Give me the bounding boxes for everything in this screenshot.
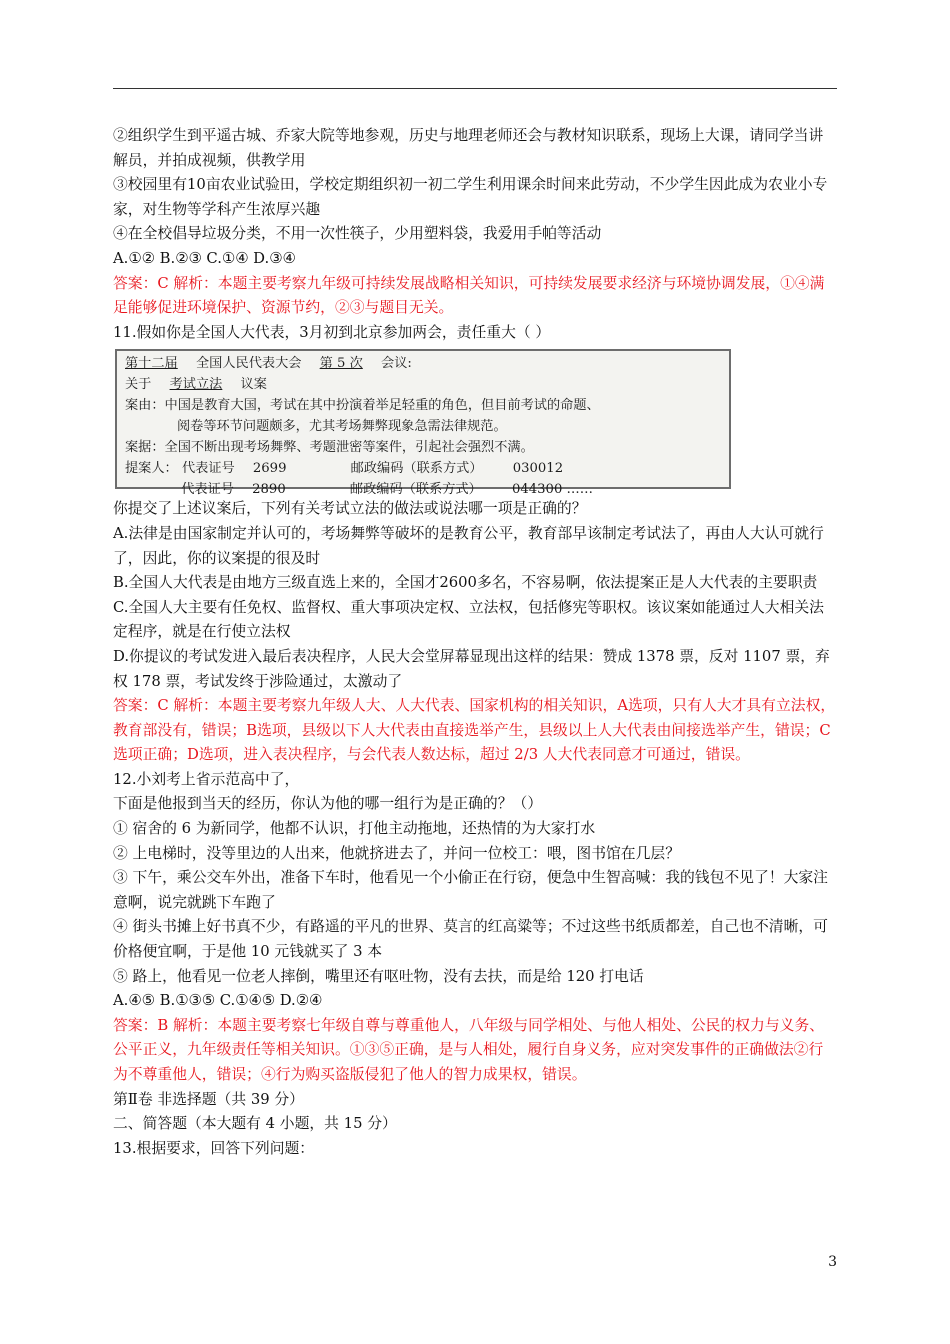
q12-stem: 12.小刘考上省示范高中了， (113, 770, 300, 788)
proposal-basis: 案据：全国不断出现考场舞弊、考题泄密等案件，引起社会强烈不满。 (125, 440, 534, 456)
q12-item-2: ② 上电梯时，没等里边的人出来，他就挤进去了，并问一位校工：喂，图书馆在几层？ (113, 844, 680, 862)
proposal-header: 第十二届 全国人民代表大会 第 5 次 会议: (125, 356, 412, 372)
q11-option-b: B.全国人大代表是由地方三级直选上来的，全国才2600多名，不容易啊，依法提案正是人大代表的主要职责 (113, 574, 818, 592)
q10-answer: 答案：C 解析：本题主要考察九年级可持续发展战略相关知识，可持续发展要求经济与环境协调发展，①④满足能够促进环境保护、资源节约，②③与题目无关。 (113, 274, 825, 317)
q12-question: 下面是他报到当天的经历，你认为他的哪一组行为是正确的？（） (113, 795, 543, 813)
q12-item-3: ③ 下午，乘公交车外出，准备下车时，他看见一个小偷正在行窃，便急中生智高喊：我的钱包不见了！大家注意啊，说完就跳下车跑了 (113, 869, 828, 911)
q10-options: A.①② B.②③ C.①④ D.③④ (113, 249, 296, 267)
q11-option-a: A.法律是由国家制定并认可的，考场舞弊等破坏的是教育公平，教育部早该制定考试法了，再由人大认可就行了，因此，你的议案提的很及时 (113, 524, 824, 567)
q10-item-3: ③校园里有10亩农业试验田，学校定期组织初一初二学生利用课余时间来此劳动，不少学生因此成为农业小专家，对生物等学科产生浓厚兴趣 (113, 176, 828, 218)
q13-stem: 13.根据要求，回答下列问题： (113, 1139, 315, 1157)
q11-stem: 11.假如你是全国人大代表，3月初到北京参加两会，责任重大（ ） (113, 323, 551, 341)
proposal-about: 关于 考试立法 议案 (125, 377, 267, 393)
q11-option-c: C.全国人大主要有任免权、监督权、重大事项决定权、立法权，包括修宪等职权。该议案如能通过人大相关法定程序，就是在行使立法权 (113, 598, 824, 641)
q12-item-5: ⑤ 路上，他看见一位老人摔倒，嘴里还有呕吐物，没有去扶，而是给 120 打电话 (113, 967, 644, 985)
q12-answer: 答案：B 解析：本题主要考察七年级自尊与尊重他人，八年级与同学相处、与他人相处、公民的权力与义务、公平正义，九年级责任等相关知识。①③⑤正确，是与人相处，履行自身义务，应对突发事件的正确做法②行为不尊重他人，错误；④行为购买盗版侵犯了他人的智力成果权，错误。 (113, 1016, 825, 1083)
document-body (113, 124, 837, 1161)
q12-options: A.④⑤ B.①③⑤ C.①④⑤ D.②④ (113, 992, 323, 1010)
proposal-scan-image (115, 349, 731, 498)
q10-item-4: ④在全校倡导垃圾分类，不用一次性筷子，少用塑料袋，我爱用手帕等活动 (113, 225, 602, 243)
part2-title: 第Ⅱ卷 非选择题（共 39 分） (113, 1090, 304, 1108)
part2-section: 二、简答题（本大题有 4 小题，共 15 分） (113, 1115, 397, 1133)
q11-question: 你提交了上述议案后，下列有关考试立法的做法或说法哪一项是正确的？ (113, 500, 587, 518)
proposal-proposer-1: 提案人： 代表证号 2699 邮政编码（联系方式） 030012 (125, 461, 564, 477)
proposal-proposer-2: 代表证号 2890 邮政编码（联系方式） 044300 …… (181, 482, 593, 498)
header-rule (113, 88, 837, 89)
proposal-reason: 案由：中国是教育大国，考试在其中扮演着举足轻重的角色，但目前考试的命题、 (125, 398, 600, 414)
proposal-reason-cont: 阅卷等环节问题颇多，尤其考场舞弊现象急需法律规范。 (177, 419, 507, 435)
page-number: 3 (828, 1254, 837, 1270)
q11-option-d: D.你提议的考试发进入最后表决程序，人民大会堂屏幕显现出这样的结果：赞成 1378 票，反对 1107 票，弃权 178 票，考试发终于涉险通过，太激动了 (113, 647, 830, 690)
q10-item-2: ②组织学生到平遥古城、乔家大院等地参观，历史与地理老师还会与教材知识联系，现场上大课，请同学当讲解员，并拍成视频，供教学用 (113, 127, 824, 169)
q12-item-4: ④ 街头书摊上好书真不少，有路遥的平凡的世界、莫言的红高粱等；不过这些书纸质都差，自己也不清晰，可价格便宜啊，于是他 10 元钱就买了 3 本 (113, 918, 828, 961)
q11-answer: 答案：C 解析：本题主要考察九年级人大、人大代表、国家机构的相关知识，A选项，只有人大才具有立法权，教育部没有，错误；B选项，县级以下人大代表由直接选举产生，县级以上人大代表由间接选举产生，错误；C选项正确；D选项，进入表决程序，与会代表人数达标，超过 2/3 人大代表同意才可通过，错误。 (113, 697, 836, 764)
q12-item-1: ① 宿舍的 6 为新同学，他都不认识，打他主动拖地，还热情的为大家打水 (113, 820, 596, 838)
